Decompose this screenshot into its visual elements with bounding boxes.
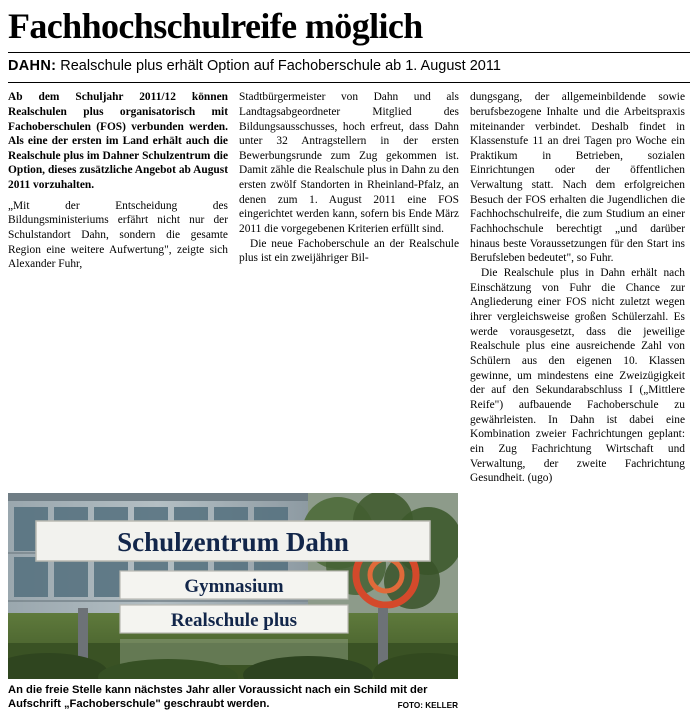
page-title: Fachhochschulreife möglich [8, 6, 423, 46]
column-two [239, 90, 459, 266]
photo-credit: FOTO: KELLER [397, 700, 458, 710]
divider-top [8, 52, 690, 53]
article-columns [8, 90, 690, 486]
column-one [8, 90, 228, 272]
photo-caption [8, 683, 458, 711]
photo-image [8, 493, 458, 679]
svg-text:Schulzentrum Dahn: Schulzentrum Dahn [117, 526, 349, 557]
subheadline [8, 58, 690, 75]
column-three [470, 90, 685, 486]
article-photo [8, 493, 458, 679]
paragraph: Die Realschule plus in Dahn erhält nach Einschätzung von Fuhr die Chance zur Angliederung einer FOS nicht zuletzt wegen ihrer vergleichsweise großen Schülerzahl. Es werde vorausgesetzt, dass die jeweilige Realschule plus eine ausreichende Zahl von Schülern aus den eigenen 10. Klassen gewinne, um mindestens eine Zweizügigkeit der auf den Sekundarabschluss I („Mittlere Reife") aufbauende Fachoberschule zu gewährleisten. In Dahn ist dabei eine Kombination zweier Fachrichtungen geplant: ein Zug Fachrichtung Wirtschaft und Verwaltung, der zweite Fachrichtung Gesundheit. (ugo) [470, 267, 685, 485]
svg-text:Realschule plus: Realschule plus [170, 609, 298, 631]
paragraph-lead: Ab dem Schuljahr 2011/12 können Realschulen plus organisatorisch mit Fachoberschulen (FOS) verbunden werden. Als eine der ersten im Land erhält auch die Realschule plus im Dahner Schulzentrum die Option, dieses zusätzliche Angebot ab August 2011 vorzuhalten. [8, 91, 228, 192]
caption-text: An die freie Stelle kann nächstes Jahr aller Voraussicht nach ein Schild mit der Aufschrift „Fachoberschule" geschraubt werden. [8, 683, 428, 710]
divider-bottom [8, 82, 690, 83]
svg-text:Gymnasium: Gymnasium [184, 575, 284, 597]
dateline-location: DAHN: [8, 57, 57, 74]
paragraph: Die neue Fachoberschule an der Realschule plus ist ein zweijähriger Bil- [239, 237, 459, 265]
subheadline-text: Realschule plus erhält Option auf Fachoberschule ab 1. August 2011 [60, 57, 501, 74]
photo-block [8, 493, 458, 711]
paragraph: „Mit der Entscheidung des Bildungsministeriums erfährt nicht nur der Schulstandort Dahn, sondern die gesamte Region eine weitere Aufwertung", zeigte sich Alexander Fuhr, [8, 199, 228, 271]
paragraph: Stadtbürgermeister von Dahn und als Landtagsabgeordneter Mitglied des Bildungsausschusses, hoch erfreut, dass Dahn unter 32 Antragstellern in der ersten Bewerbungsrunde zum Zug gekommen ist. Damit zähle die Realschule plus in Dahn zu den ersten zwölf Standorten in Rheinland-Pfalz, an denen zum 1. August 2011 eine FOS eingerichtet werden kann, sofern bis Ende März 2011 die vorgegebenen Kriterien erfüllt sind. [239, 91, 459, 236]
paragraph: dungsgang, der allgemeinbildende sowie berufsbezogene Inhalte und die Arbeitspraxis miteinander verbindet. Deshalb findet in Klassenstufe 11 an drei Tagen pro Woche ein Praktikum in Betrieben, sozialen Einrichtungen oder der öffentlichen Verwaltung statt. Nach dem erfolgreichen Besuch der FOS erhalten die Jugendlichen die Fachhochschulreife, die zum Studium an einer Fachhochschule berechtigt „und darüber hinaus beste Voraussetzungen für den Start ins Berufsleben bedeutet", so Fuhr. [470, 91, 685, 265]
